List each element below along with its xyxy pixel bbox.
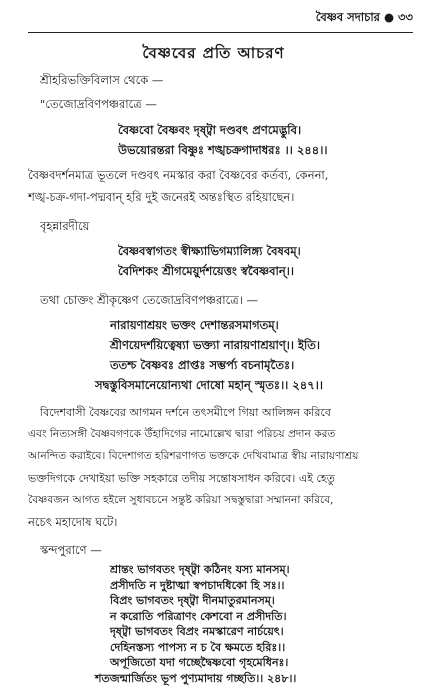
verse-line: দৃষ্ট্বা ভাগবতং বিপ্রং নমস্কারেণ নার্চয়েৎ।: [110, 625, 284, 638]
verse-line: উভয়োরন্তরা বিষ্ণুঃ শঙ্খচক্রগাদাধরঃ ।। ২৪৪।।: [118, 143, 328, 157]
verse-line: ন করোতি পরিত্রাণং কেশবো ন প্রসীদতি।: [110, 609, 287, 623]
paragraph-line: বৈষ্ণবদর্শনমাত্র ভূতলে দণ্ডবৎ নমস্কার করা বৈষ্ণবের কর্তব্য, কেননা,: [28, 168, 329, 182]
verse-line: বৈদিশকং শ্রীগমেয়ুর্দশয়েত্তং স্ববৈষ্ণবান্।।: [118, 264, 294, 278]
paragraph-line: এবং নিত্যসঙ্গী বৈষ্ণবগণকে উঁহাদিগের নামোল্লেখ দ্বারা পরিচয় প্রদান করত: [28, 428, 336, 440]
paragraph-line: আনন্দিত করাইবে। বিদেশাগত হরিশরণাগত ভক্তকে দেখিবামাত্র স্বীয় নারায়ণাশ্রয়: [28, 450, 359, 462]
paragraph-line: নচেৎ মহাদোষ ঘটে।: [28, 515, 118, 529]
paragraph-line: শঙ্খ-চক্র-গদা-পদ্মবান্ হরি দুই জনেরই অন্তঃস্থিত রহিয়াছেন।: [28, 190, 295, 204]
verse-line: প্রসীদতি ন দুষ্টাত্মা স্বপচাদধিকো হি সঃ।।: [110, 578, 285, 592]
verse-line: শ্রান্তং ভাগবতং দৃষ্ট্বা কঠিনং যস্য মানসম্।: [110, 563, 290, 576]
paragraph-line: ভক্তদিগকে দেখাইয়া ভক্তি সহকারে তদীয় সন্তোষসাধন করিবে। এই হেতু: [28, 472, 335, 485]
verse-line: অপূজিতো যদা গচ্ছেদ্বৈষ্ণবো গৃহমেধিনঃ।: [110, 656, 289, 669]
source-line: স্কন্দপুরাণে —: [40, 543, 102, 557]
paragraph-line: বিদেশবাসী বৈষ্ণবের আগমন দর্শনে তৎসমীপে গিয়া আলিঙ্গন করিবে: [40, 406, 331, 419]
source-line: তথা চোক্তং শ্রীকৃষ্ণেণ তেজোদ্রবিণপঞ্চরাত্রে। —: [40, 293, 258, 307]
running-header: বৈষ্ণব সদাচার ● ৩৩: [315, 10, 413, 24]
verse-line: নারায়ণাশ্রয়ং ভক্তং দেশান্তরসমাগতম্।: [110, 318, 279, 332]
verse-line: বিপ্রং ভাগবতং দৃষ্ট্বা দীনমাতুরমানসম্।: [110, 594, 275, 607]
verse-line: বৈষ্ণবো বৈষ্ণবং দৃষ্ট্বা দণ্ডবৎ প্রণমেদ্ভুবি।: [118, 123, 302, 137]
verse-line: দেহিনস্তস্য পাপস্য ন চ বৈ ক্ষমতে হরিঃ।।: [110, 640, 286, 654]
verse-line: ততশ্চ বৈষ্ণবঃ প্রাপ্তঃ সম্ভর্প্য বচনামৃতৈঃ।: [110, 358, 295, 372]
intro-line: শ্রীহরিভক্তিবিলাস থেকে —: [40, 73, 164, 87]
header-rule: [28, 32, 413, 33]
source-line: "তেজোদ্রবিণপঞ্চরাত্রে —: [40, 97, 157, 111]
verse-line: শ্রীণয়েদর্শয়িত্বেষ্যা ভক্ত্যা নারায়ণাশ্রয়াণ্।। ইতি।: [110, 338, 321, 352]
chapter-title: বৈষ্ণবের প্রতি আচরণ: [142, 44, 285, 62]
verse-line: শতজন্মাৰ্জিতং ভূপ পুণ্যমাদায় গচ্ছতি।। ২৪৮।।: [95, 671, 297, 685]
source-line: বৃহন্নারদীয়ে: [40, 219, 90, 233]
verse-line: বৈষ্ণবস্বাগতং স্বীক্ষ্যাভিগম্যালিঙ্গ্য বৈষবম্।: [118, 244, 301, 258]
verse-line: সদ্বস্তুবিসমানেয়োন্যথা দোষো মহান্ স্মৃতঃ।। ২৪৭।।: [95, 378, 323, 392]
paragraph-line: বৈষ্ণবজন আগত হইলে সুধাবচনে সন্তুষ্ট করিয়া সদ্বস্তুদ্বারা সম্মাননা করিবে,: [28, 494, 334, 506]
